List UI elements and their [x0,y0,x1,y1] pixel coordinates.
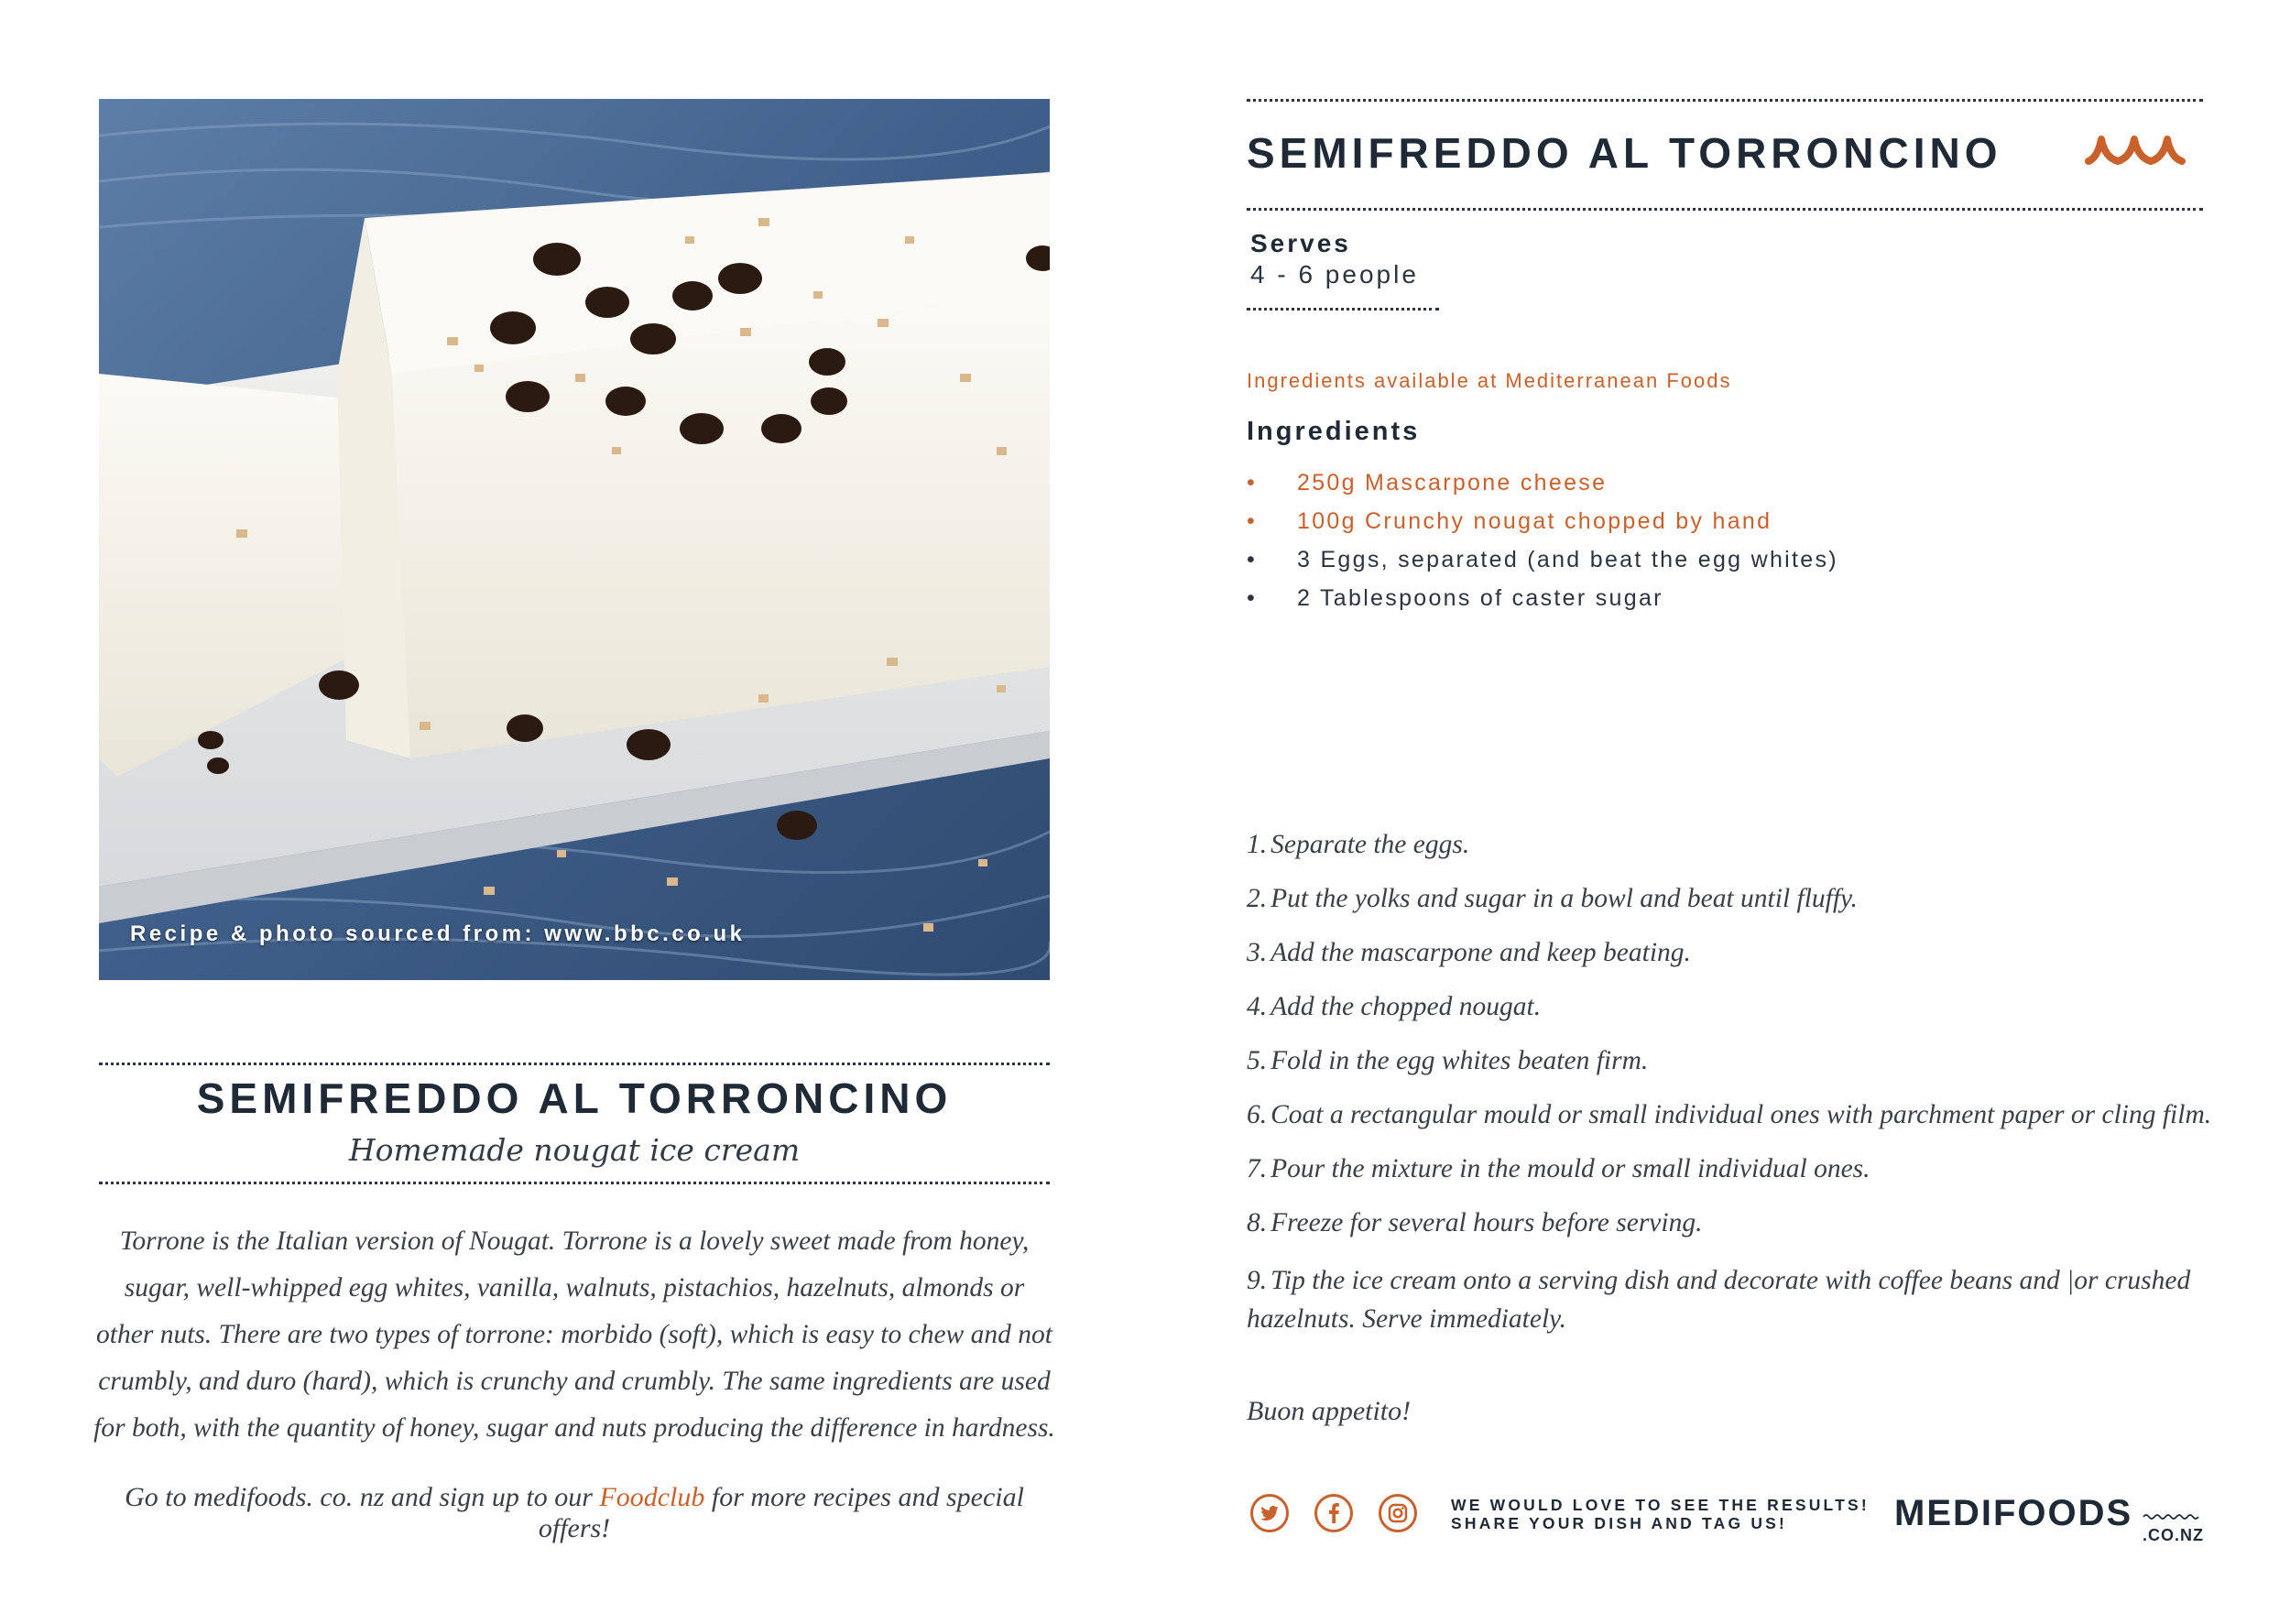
step-number: 1. [1247,830,1268,859]
ingredients-heading: Ingredients [1247,417,1421,446]
step-text: Add the chopped nougat. [1270,992,1542,1021]
availability-note: Ingredients available at Mediterranean Foods [1247,369,1732,392]
ingredient-text: 2 Tablespoons of caster sugar [1297,585,1663,611]
brand-logo: MEDIFOODS [1894,1493,2133,1533]
intro-line: Torrone is the Italian version of Nougat. Torrone is a lovely sweet made from honey, [119,1226,1030,1256]
facebook-icon[interactable] [1314,1494,1353,1532]
foodclub-pre: Go to medifoods. co. nz and sign up to our [125,1482,600,1512]
step-number: 9. [1247,1266,1268,1295]
method-steps [1247,829,2263,1361]
step-text: Pour the mixture in the mould or small individual ones. [1270,1154,1870,1183]
semifreddo-image [99,99,1050,980]
ingredient-item [1247,502,1838,540]
step-item [1247,1045,2263,1076]
photo-credit: Recipe & photo sourced from: www.bbc.co.uk [130,921,746,946]
ingredient-text: 100g Crunchy nougat chopped by hand [1297,508,1772,534]
step-number: 7. [1247,1154,1268,1183]
ingredient-item [1247,463,1838,502]
ingredient-text: 3 Eggs, separated (and beat the egg whites) [1297,547,1838,572]
wave-logo-icon [2085,130,2186,173]
closing-line: Buon appetito! [1247,1396,1412,1426]
recipe-title: SEMIFREDDO AL TORRONCINO [1247,129,2002,177]
instagram-icon[interactable] [1379,1494,1417,1532]
step-text: Fold in the egg whites beaten firm. [1270,1046,1649,1075]
wave-mini-icon [2143,1512,2201,1521]
intro-line: other nuts. There are two types of torrone: morbido (soft), which is easy to chew and not [96,1320,1052,1349]
foodclub-post: for more recipes and special offers! [538,1482,1024,1543]
step-text: Freeze for several hours before serving. [1270,1208,1703,1237]
share-line-1: WE WOULD LOVE TO SEE THE RESULTS! [1451,1496,1870,1514]
foodclub-promo [92,1482,1057,1544]
subtitle: Homemade nougat ice cream [348,1132,801,1168]
intro-paragraph [92,1218,1057,1452]
step-item [1247,883,2263,914]
bullet-icon: • [1247,547,1258,572]
serves-value: 4 - 6 people [1250,260,1419,289]
intro-line: crumbly, and duro (hard), which is crunchy and crumbly. The same ingredients are used [98,1367,1051,1396]
step-number: 4. [1247,992,1268,1021]
serves-label: Serves [1250,229,1351,257]
step-item [1247,1207,2263,1238]
ingredient-item [1247,579,1838,617]
page-title-left: SEMIFREDDO AL TORRONCINO [196,1074,953,1122]
bullet-icon: • [1247,585,1258,611]
step-text: Separate the eggs. [1270,830,1470,859]
share-line-2: SHARE YOUR DISH AND TAG US! [1451,1514,1788,1532]
step-item [1247,1261,2263,1338]
step-item [1247,829,2263,860]
step-number: 3. [1247,938,1268,967]
share-callout [1451,1496,1870,1532]
bullet-icon: • [1247,470,1258,496]
foodclub-link[interactable]: Foodclub [599,1482,705,1512]
brand-domain: .CO.NZ [2143,1526,2204,1544]
bullet-icon: • [1247,508,1258,534]
recipe-photo [99,99,1050,980]
step-number: 5. [1247,1046,1268,1075]
divider-title-bottom [1247,208,2203,211]
divider-title-top [1247,99,2203,102]
step-item [1247,937,2263,968]
step-text: Add the mascarpone and keep beating. [1270,938,1691,967]
ingredient-text: 250g Mascarpone cheese [1297,470,1608,496]
step-number: 6. [1247,1100,1268,1129]
step-text: Put the yolks and sugar in a bowl and beat until fluffy. [1270,884,1858,913]
step-number: 8. [1247,1208,1268,1237]
ingredient-item [1247,540,1838,579]
ingredients-list [1247,463,1838,617]
step-text: Tip the ice cream onto a serving dish and decorate with coffee beans and |or crushed hazelnuts. Serve immediately. [1247,1266,2191,1334]
intro-line: for both, with the quantity of honey, sugar and nuts producing the difference in hardness. [93,1413,1055,1443]
step-item [1247,991,2263,1022]
step-item [1247,1099,2263,1130]
brand-suffix [2143,1510,2204,1545]
intro-line: sugar, well-whipped egg whites, vanilla, walnuts, pistachios, hazelnuts, almonds or [124,1273,1025,1302]
step-text: Coat a rectangular mould or small individual ones with parchment paper or cling film. [1270,1100,2212,1129]
divider-bottom-left [99,1182,1050,1184]
divider-serves [1247,308,1439,311]
divider-top-left [99,1063,1050,1065]
step-item [1247,1153,2263,1184]
twitter-icon[interactable] [1250,1494,1289,1532]
step-number: 2. [1247,884,1268,913]
